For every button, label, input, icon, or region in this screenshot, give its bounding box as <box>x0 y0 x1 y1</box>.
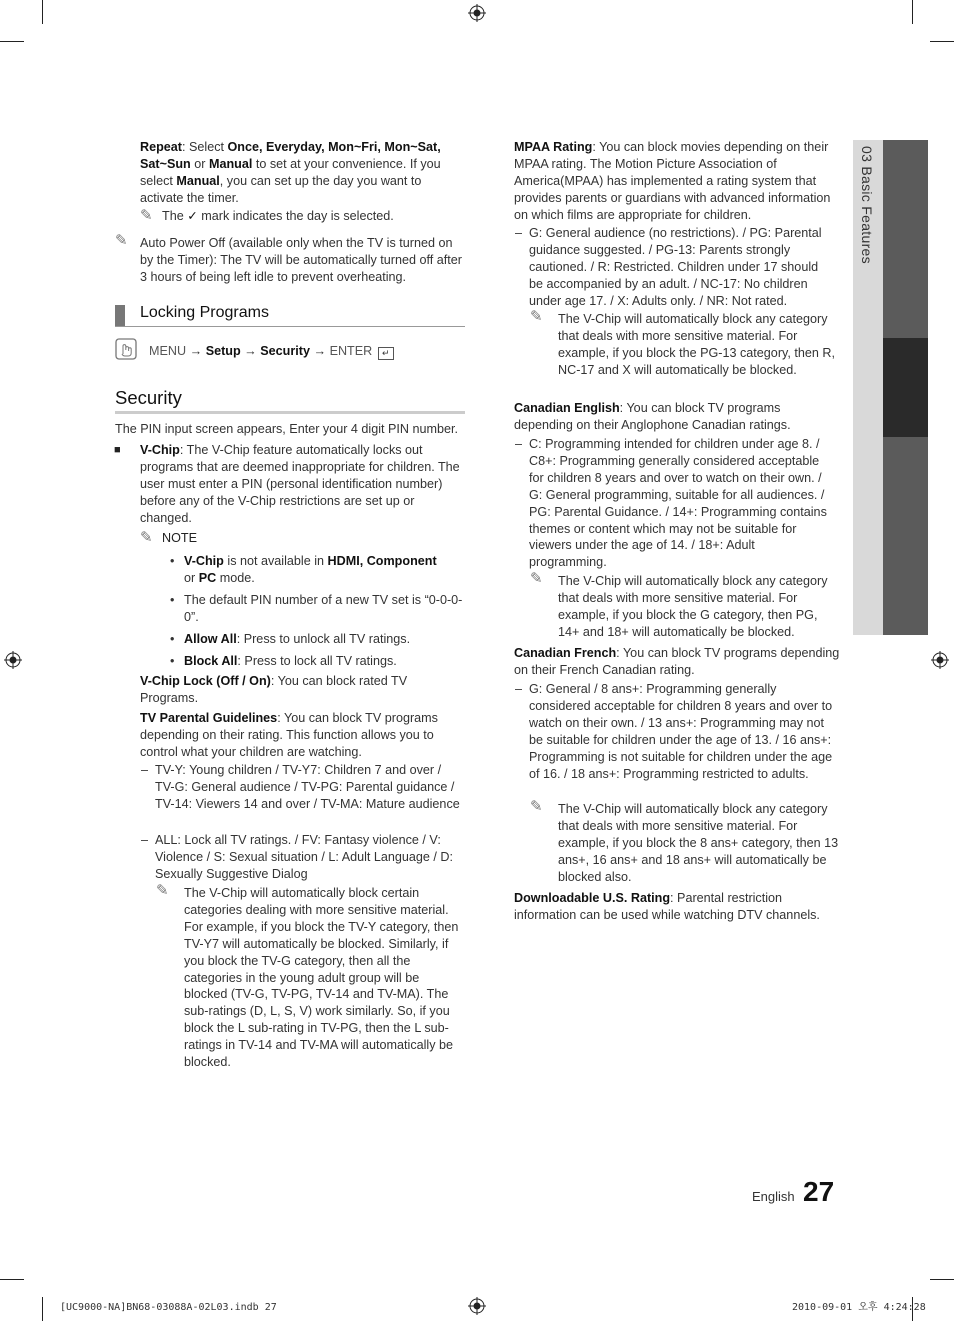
chapter-tab-active <box>883 338 928 437</box>
square-bullet-icon: ■ <box>114 444 121 456</box>
checkmark-icon: ✓ <box>187 209 198 223</box>
enter-icon: ↵ <box>378 347 394 360</box>
mpaa-list: – G: General audience (no restrictions). / PG: Parental guidance suggested. / PG-13: Parents strongly cautioned. / R: Restricted. Children under 17 should be accompanied by an adult. / NC-17: No children under age 17. / X: Adults only. / NR: Not rated. <box>515 226 822 308</box>
note-pencil-icon: ✎ <box>115 232 128 249</box>
crop-mark <box>0 41 24 42</box>
security-title: Security <box>115 387 182 408</box>
crop-mark <box>42 0 43 24</box>
bullet-icon: • <box>170 631 175 646</box>
canadian-english-list: – C: Programming intended for children under age 8. / C8+: Programming generally considered acceptable for children 8 years and over to watch on their own. / G: General programming, suitable for all audiences. / PG: Parental Guidance. / 14+: Programming contains themes or content which may not be suitable for viewers under the age of 14. / 18+: Adult programming. <box>515 437 827 570</box>
repeat-paragraph: Repeat: Select Once, Everyday, Mon~Fri, Mon~Sat, Sat~Sun or Manual to set at your convenience. If you select Manual, you can set up the day you want to activate the timer. <box>140 140 441 205</box>
crop-mark <box>42 1297 43 1321</box>
note-list <box>170 553 465 669</box>
check-note: ✎ The ✓ mark indicates the day is selected. <box>140 207 394 224</box>
bullet-icon: • <box>170 554 175 568</box>
chapter-tab-block <box>883 437 928 635</box>
note-pencil-icon: ✎ <box>530 570 543 587</box>
note-pencil-icon: ✎ <box>140 529 153 546</box>
vchip-lock: V-Chip Lock (Off / On): You can block rated TV Programs. <box>140 674 408 705</box>
note-pencil-icon: ✎ <box>156 882 169 899</box>
bullet-icon: • <box>170 592 175 607</box>
note-heading: ✎ NOTE <box>140 529 197 546</box>
print-timestamp: 2010-09-01 오후 4:24:28 <box>792 1302 926 1313</box>
chapter-tab-block <box>883 140 928 338</box>
vchip-item: ■ V-Chip: The V-Chip feature automatically locks out programs that are deemed inappropriate for children. The user must enter a PIN (personal identification number) before any of the V-Chip restrictions are set up or changed. <box>114 443 460 525</box>
crop-mark <box>912 0 913 24</box>
page-number: 27 <box>803 1176 835 1207</box>
locking-programs-heading: Locking Programs <box>140 304 269 321</box>
crop-mark <box>0 1279 24 1280</box>
auto-power-note: ✎ Auto Power Off (available only when the TV is turned on by the Timer): The TV will be automatically turned off after 3 hours of being left idle to prevent overheating. <box>115 232 462 284</box>
file-info: [UC9000-NA]BN68-03088A-02L03.indb 27 <box>60 1302 277 1313</box>
pin-intro: The PIN input screen appears, Enter your 4 digit PIN number. <box>115 422 459 436</box>
heading-bar <box>115 305 125 327</box>
canadian-french: Canadian French: You can block TV programs depending on their French Canadian rating. <box>514 646 840 677</box>
crop-mark <box>930 41 954 42</box>
section-divider <box>115 411 465 414</box>
canadian-french-note: ✎ The V-Chip will automatically block any category that deals with more sensitive material. For example, if you block the 8 ans+ category, then 13 ans+, 16 ans+ and 18 ans+ will automatically be blocked also. <box>530 798 839 884</box>
crop-mark <box>930 1279 954 1280</box>
mpaa-rating: MPAA Rating: You can block movies depending on their MPAA rating. The Motion Picture Association of America(MPAA) has implemented a rating system that provides parents or guardians with advanced information on which films are appropriate for children. <box>514 140 831 222</box>
note-list-item: • Allow All: Press to unlock all TV ratings. <box>170 631 411 646</box>
tv-all-list: – ALL: Lock all TV ratings. / FV: Fantasy violence / V: Violence / S: Sexual situation / L: Adult Language / D: Sexually Suggestive Dialog <box>141 833 454 881</box>
tv-parental-guidelines: TV Parental Guidelines: You can block TV programs depending on their rating. This function allows you to control what your children are watching. <box>140 711 438 759</box>
downloadable-us-rating: Downloadable U.S. Rating: Parental restriction information can be used while watching DTV channels. <box>514 891 820 922</box>
note-pencil-icon: ✎ <box>140 207 153 224</box>
chapter-label: 03 Basic Features <box>858 146 875 264</box>
note-list-item: • V-Chip is not available in HDMI, Component or PC mode. <box>170 554 437 585</box>
registration-mark-icon <box>468 4 486 22</box>
note-pencil-icon: ✎ <box>530 798 543 815</box>
canadian-english: Canadian English: You can block TV programs depending on their Anglophone Canadian ratings. <box>514 401 791 432</box>
bullet-icon: • <box>170 653 175 668</box>
canadian-english-note: ✎ The V-Chip will automatically block any category that deals with more sensitive material. For example, if you block the G category, then PG, 14+ and 18+ will automatically be blocked. <box>530 570 828 639</box>
menu-path: MENU → Setup → Security → ENTER ↵ <box>149 343 394 360</box>
note-pencil-icon: ✎ <box>530 308 543 325</box>
mpaa-note: ✎ The V-Chip will automatically block any category that deals with more sensitive material. For example, if you block the PG-13 category, then R, NC-17 and X will automatically be blocked. <box>530 308 835 377</box>
registration-mark-icon <box>4 651 22 669</box>
canadian-french-list: – G: General / 8 ans+: Programming generally considered acceptable for children 8 years and over to watch on their own. / 13 ans+: Programming may not be suitable for children under the age of 13. / 16 ans+: Programming is not suitable for children under the age of 16. / 18 ans+: Programming restricted to adults. <box>515 682 833 781</box>
registration-mark-icon <box>931 651 949 669</box>
registration-mark-icon <box>468 1297 486 1315</box>
menu-icon <box>115 338 137 365</box>
footer-language: English <box>752 1189 795 1204</box>
note-list-item: • The default PIN number of a new TV set is “0-0-0-0”. <box>170 592 463 624</box>
note-list-item: • Block All: Press to lock all TV ratings. <box>170 653 397 668</box>
tv-ratings-list: – TV-Y: Young children / TV-Y7: Children 7 and over / TV-G: General audience / TV-PG: Parental guidance / TV-14: Viewers 14 and over / TV-MA: Mature audience <box>141 763 460 811</box>
tv-note: ✎ The V-Chip will automatically block certain categories dealing with more sensitive material. For example, if you block the TV-Y category, then TV-Y7 will automatically be blocked. Similarly, if you block the TV-G category, then all the categories in the young adult group will be blocked (TV-G, TV-PG, TV-14 and TV-MA). The sub-ratings (D, L, S, V) work similarly. So, if you block the L sub-rating in TV-PG, then the L sub-ratings in TV-14 and TV-MA will automatically be blocked. <box>156 882 459 1070</box>
heading-divider <box>115 326 465 327</box>
